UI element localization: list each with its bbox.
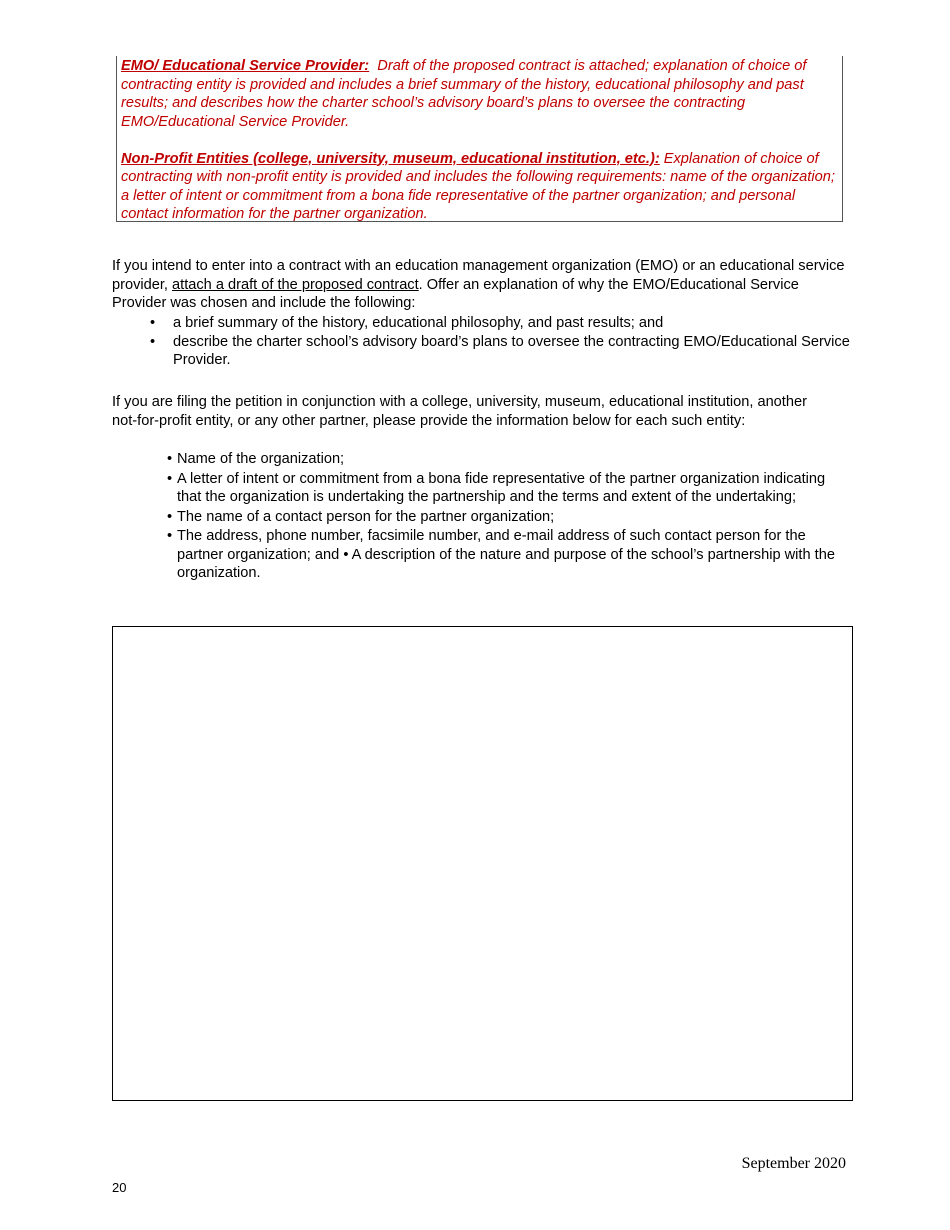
footer-date: September 2020 [741, 1155, 846, 1172]
list-item-text: The address, phone number, facsimile number, and e-mail address of such contact person for the partner organization; and • A description of the nature and purpose of the school’s partnership with the organization. [177, 528, 835, 581]
list-item-text: a brief summary of the history, educational philosophy, and past results; and [173, 315, 664, 331]
bullet-icon: • [167, 528, 173, 544]
list-item-text: The name of a contact person for the partner organization; [177, 508, 555, 525]
rubric-nonprofit [121, 150, 838, 224]
bullet-icon: • [167, 470, 173, 487]
partner-instructions: If you are filing the petition in conjunction with a college, university, museum, educational institution, another not-for-profit entity, or any other partner, please provide the information below for each such entity: [112, 394, 807, 429]
rubric-box [116, 56, 843, 222]
rubric-nonprofit-heading: Non-Profit Entities (college, university, museum, educational institution, etc.): [121, 150, 660, 167]
emo-bullet-list [112, 314, 852, 370]
emo-instructions-start: If you intend to enter into a contract with an education management organization (EMO) or an educational service provider, [112, 258, 845, 293]
list-item [167, 527, 847, 583]
rubric-emo-heading: EMO/ Educational Service Provider: [121, 58, 370, 74]
bullet-icon: • [167, 451, 173, 467]
attach-contract-text: attach a draft of the proposed contract [172, 276, 419, 293]
rubric-emo [121, 57, 838, 131]
emo-instructions-end: . Offer an explanation of why the EMO/Educational Service Provider was chosen and include the following: [112, 276, 799, 311]
bullet-icon: • [150, 333, 156, 350]
list-item [112, 333, 852, 370]
list-item-text: Name of the organization; [177, 451, 345, 467]
partner-bullet-list [167, 450, 847, 584]
rubric-nonprofit-text: Explanation of choice of contracting with non-profit entity is provided and includes the following requirements: name of the organization; a letter of intent or commitment from a bona fide representative of the partner organization; and personal contact information for the partner organization. [121, 150, 835, 222]
response-text-area[interactable] [112, 626, 853, 1101]
bullet-icon: • [167, 508, 173, 525]
list-item-text: describe the charter school’s advisory board’s plans to oversee the contracting EMO/Educational Service Provider. [173, 333, 850, 368]
list-item [112, 314, 852, 333]
list-item-text: A letter of intent or commitment from a bona fide representative of the partner organization indicating that the organization is undertaking the partnership and the terms and extent of the undertaking; [177, 470, 826, 505]
page-number: 20 [112, 1180, 127, 1195]
emo-instructions [112, 257, 852, 313]
list-item [167, 450, 847, 469]
bullet-icon: • [150, 315, 156, 331]
list-item [167, 508, 847, 527]
list-item [167, 470, 847, 507]
rubric-emo-text: Draft of the proposed contract is attached; explanation of choice of contracting entity is provided and includes a brief summary of the history, educational philosophy and past results; and describes how the charter school’s advisory board’s plans to oversee the contracting EMO/Educational Service Provider. [121, 58, 807, 130]
